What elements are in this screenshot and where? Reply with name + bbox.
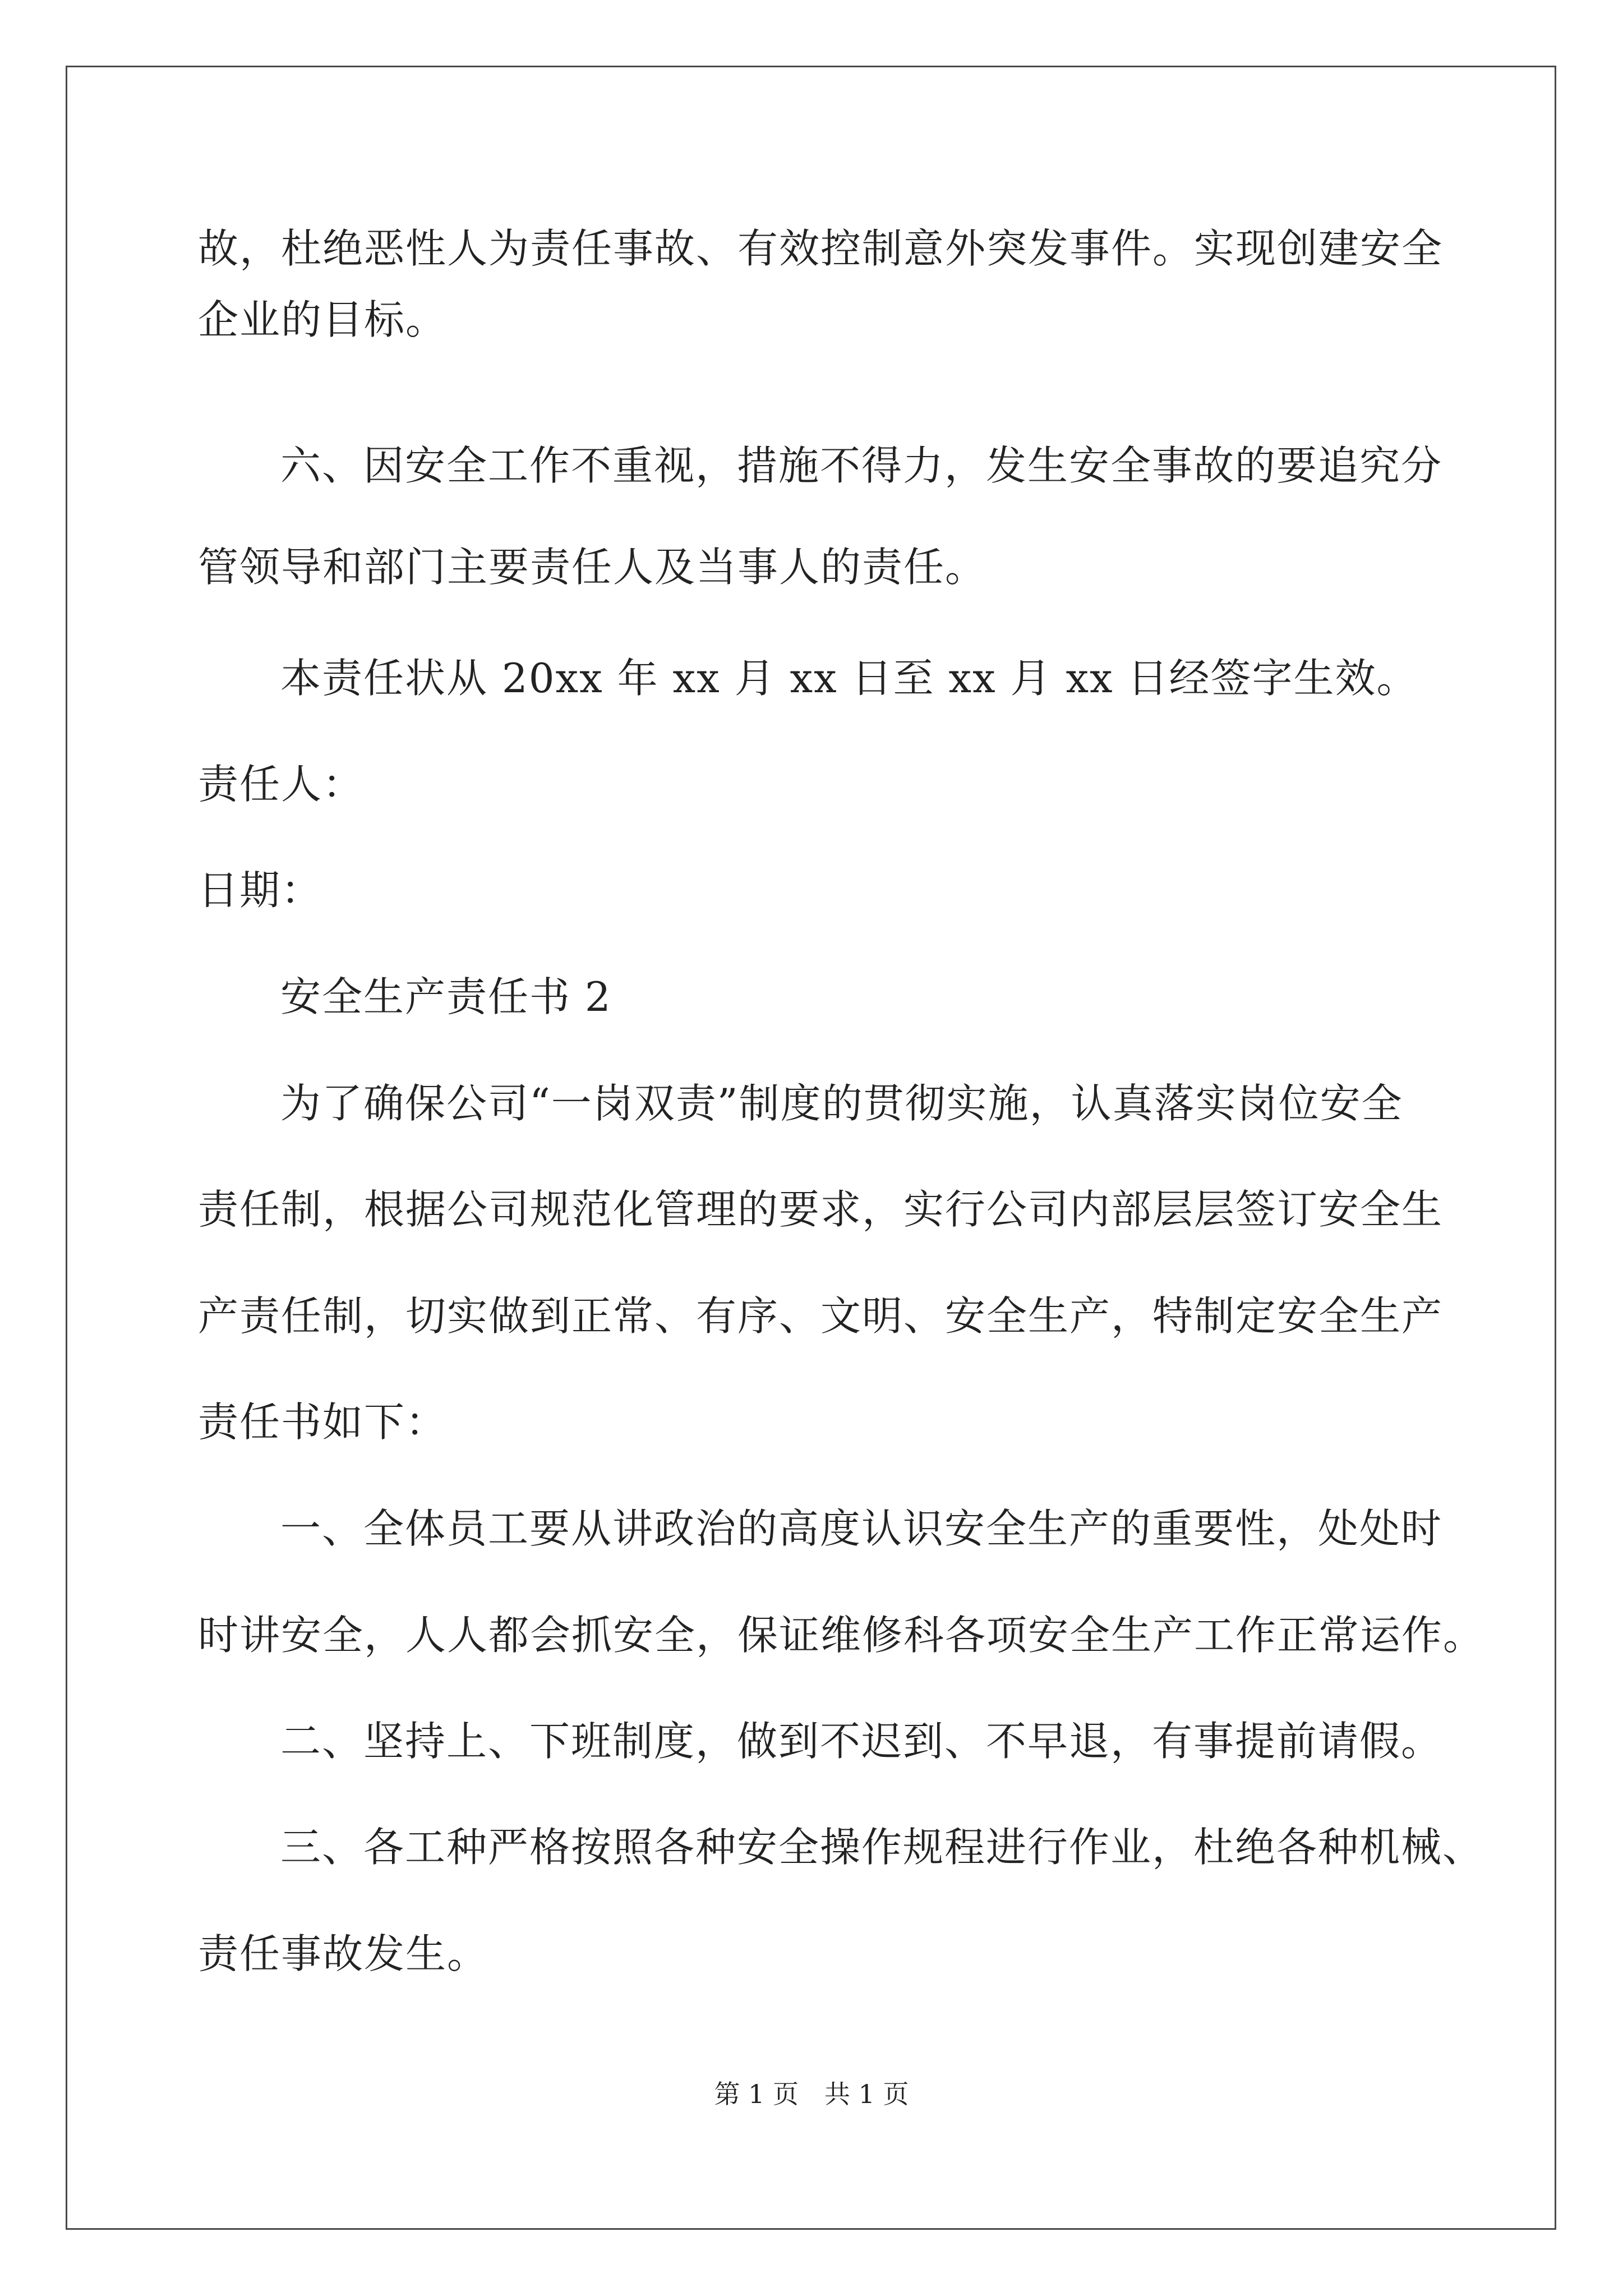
text-line: 一、全体员工要从讲政治的高度认识安全生产的重要性，处处时 <box>280 1505 1443 1552</box>
section-title: 安全生产责任书 2 <box>280 973 612 1020</box>
page-total: 共 1 页 <box>824 2079 909 2109</box>
text-line: 责任事故发生。 <box>198 1930 489 1977</box>
text-line: 责任制，根据公司规范化管理的要求，实行公司内部层层签订安全生 <box>198 1186 1444 1233</box>
text-line: 本责任状从 20xx 年 xx 月 xx 日至 xx 月 xx 日经签字生效。 <box>280 655 1418 702</box>
text-line: 为了确保公司“一岗双责”制度的贯彻实施，认真落实岗位安全 <box>280 1080 1403 1127</box>
page-footer <box>0 2077 1623 2111</box>
date-label: 日期： <box>198 867 323 914</box>
page-number: 第 1 页 <box>714 2079 799 2109</box>
text-line: 二、坚持上、下班制度，做到不迟到、不早退，有事提前请假。 <box>280 1718 1443 1765</box>
text-line: 故，杜绝恶性人为责任事故、有效控制意外突发事件。实现创建安全 <box>198 225 1444 272</box>
text-line: 管领导和部门主要责任人及当事人的责任。 <box>198 544 987 591</box>
text-line: 三、各工种严格按照各种安全操作规程进行作业，杜绝各种机械、 <box>280 1824 1484 1871</box>
text-line: 六、因安全工作不重视，措施不得力，发生安全事故的要追究分 <box>280 442 1443 489</box>
text-line: 责任书如下： <box>198 1398 448 1446</box>
text-line: 时讲安全，人人都会抓安全，保证维修科各项安全生产工作正常运作。 <box>198 1612 1485 1659</box>
text-line: 产责任制，切实做到正常、有序、文明、安全生产，特制定安全生产 <box>198 1292 1444 1340</box>
text-line: 企业的目标。 <box>198 296 448 343</box>
page-border <box>66 66 1556 2230</box>
signature-label: 责任人： <box>198 761 365 808</box>
